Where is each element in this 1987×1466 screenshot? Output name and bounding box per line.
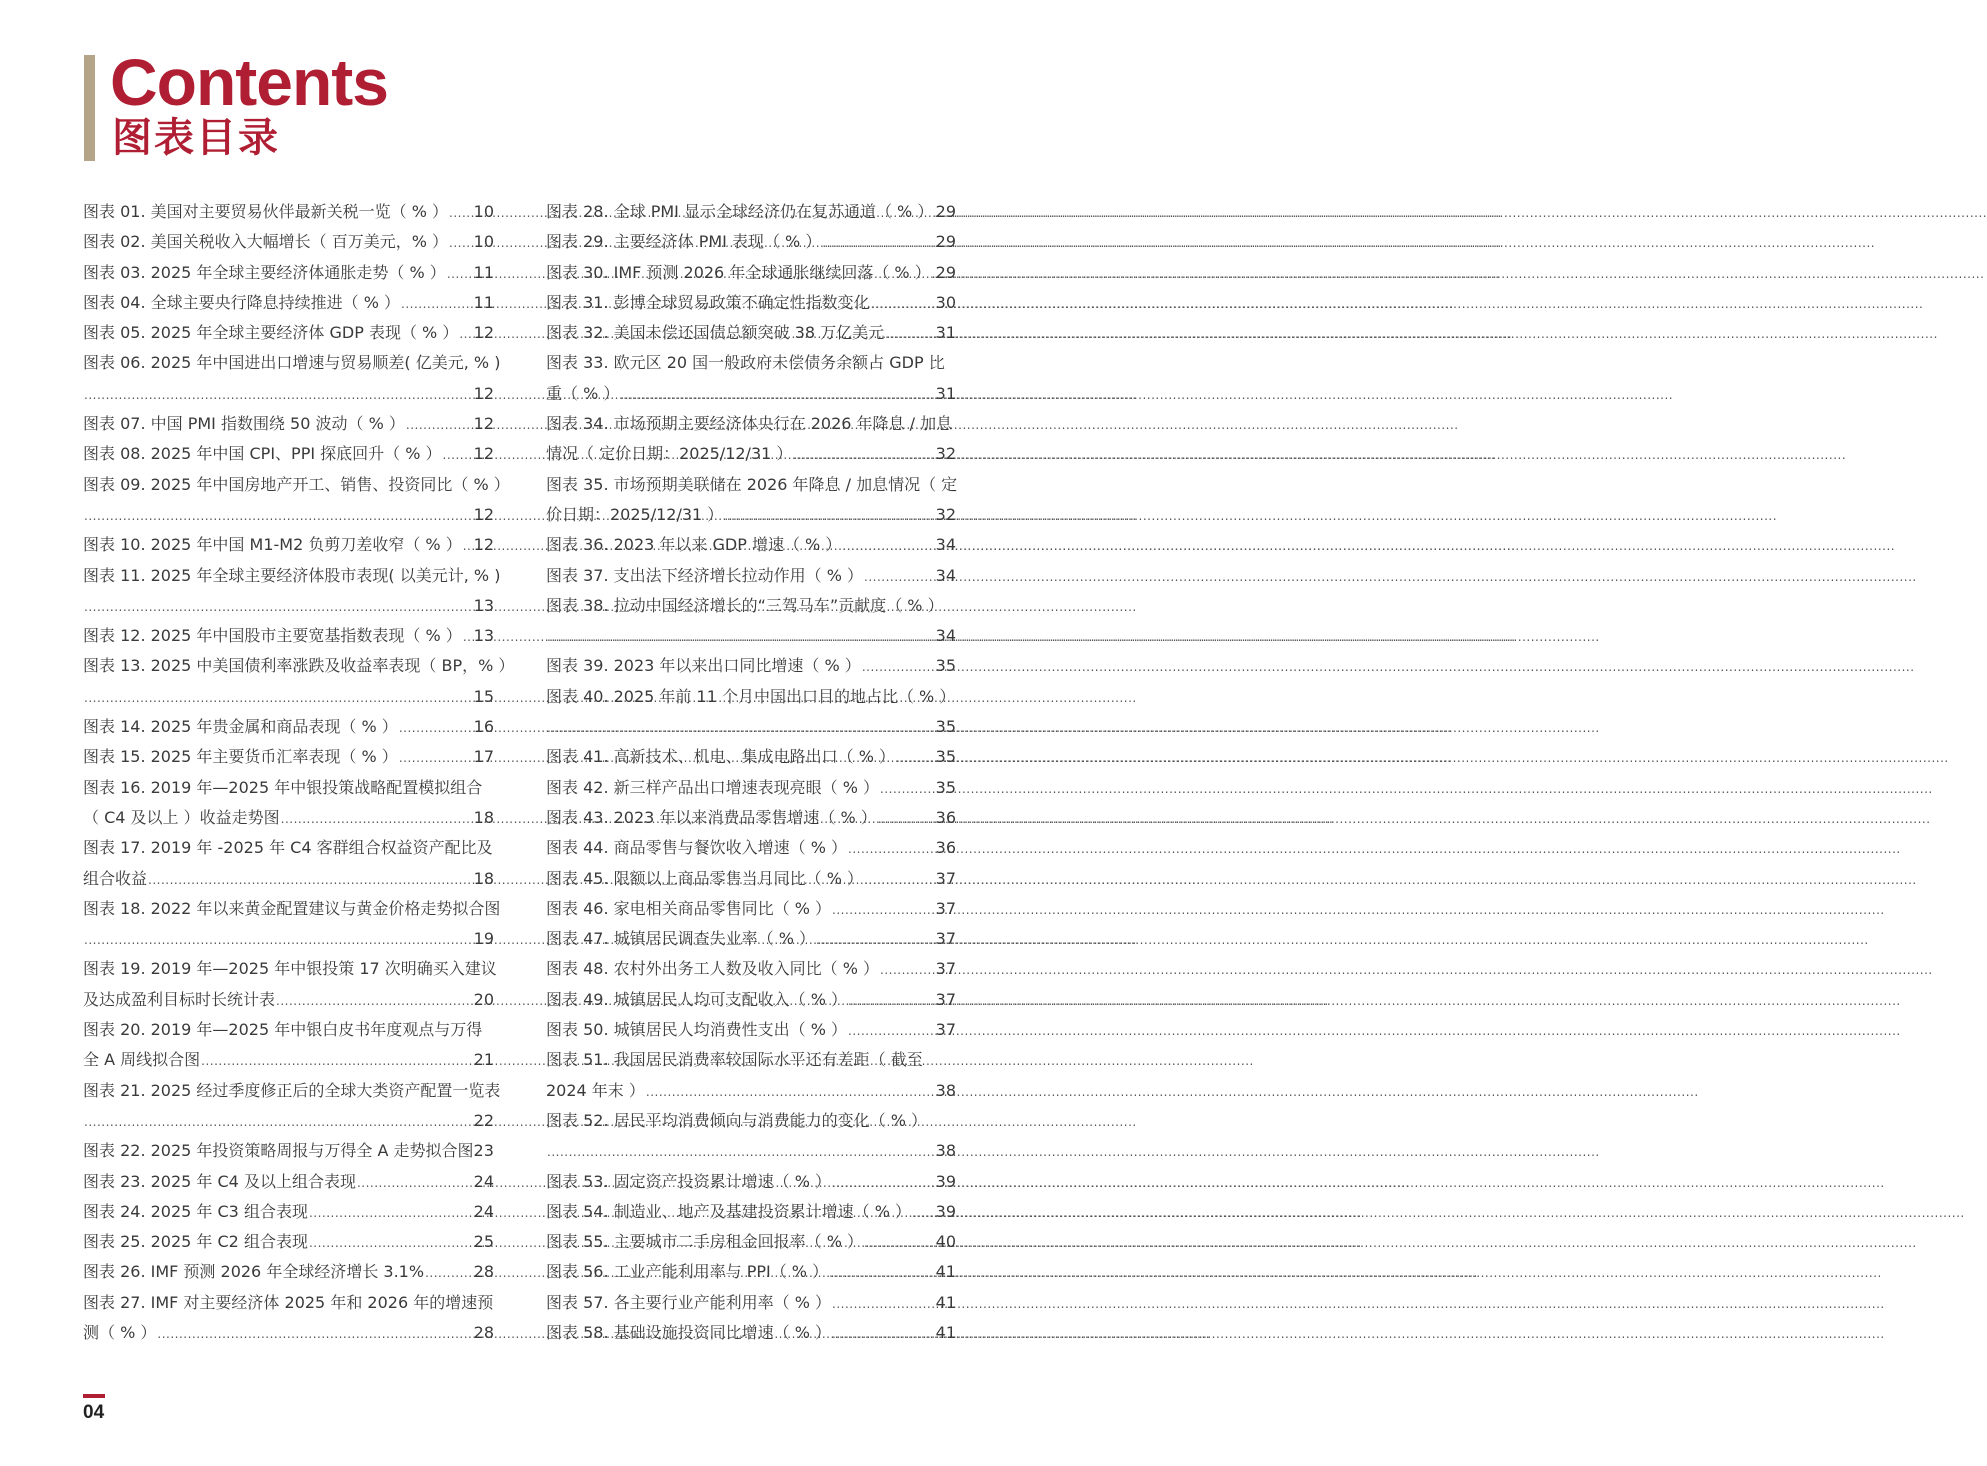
toc-entry-title: 图表 50. 城镇居民人均消费性支出（ % ） (546, 1020, 847, 1040)
toc-entry-title: 图表 39. 2023 年以来出口同比增速（ % ） (546, 656, 861, 676)
toc-entry-page: 35 (935, 717, 956, 737)
toc-entry[interactable] (83, 500, 494, 530)
toc-leader-dots (309, 1198, 473, 1228)
toc-entry[interactable] (546, 500, 956, 530)
toc-entry-title: 图表 56. 工业产能利用率与 PPI（ % ） (546, 1262, 829, 1282)
toc-entry-page: 41 (935, 1262, 956, 1282)
toc-entry-title: 价日期：2025/12/31 ） (546, 504, 724, 524)
toc-entry-page: 31 (935, 323, 956, 343)
toc-entry[interactable] (83, 561, 501, 591)
toc-leader-dots (443, 440, 473, 470)
toc-entry[interactable] (546, 1106, 956, 1136)
toc-leader-dots (309, 1228, 473, 1258)
toc-leader-dots (84, 380, 473, 410)
toc-entry-page: 13 (473, 595, 494, 615)
toc-entry[interactable] (83, 954, 497, 984)
toc-entry-title: 图表 40. 2025 年前 11 个月中国出口目的地占比（ % ） (546, 686, 956, 706)
toc-leader-dots (84, 925, 473, 955)
toc-entry-title: 图表 51. 我国居民消费率较国际水平还有差距（ 截至 (546, 1050, 923, 1070)
toc-entry[interactable] (83, 379, 494, 409)
toc-entry-page: 37 (935, 989, 956, 1009)
toc-entry[interactable] (83, 227, 494, 257)
toc-entry-page: 35 (935, 747, 956, 767)
toc-entry-title: 图表 19. 2019 年—2025 年中银投策 17 次明确买入建议 (83, 959, 497, 979)
footer-accent-bar (83, 1394, 105, 1398)
toc-entry[interactable] (546, 530, 956, 560)
toc-column-left (83, 197, 515, 1348)
toc-entry[interactable] (83, 621, 494, 651)
toc-entry[interactable] (546, 1288, 956, 1318)
toc-entry[interactable] (83, 1045, 494, 1075)
contents-header (84, 45, 504, 162)
toc-entry-title: 图表 43. 2023 年以来消费品零售增速（ % ） (546, 807, 877, 827)
toc-entry[interactable] (546, 379, 956, 409)
toc-entry-title: 图表 20. 2019 年—2025 年中银白皮书年度观点与万得 (83, 1020, 483, 1040)
toc-entry-title: 图表 16. 2019 年—2025 年中银投策战略配置模拟组合 (83, 777, 483, 797)
toc-leader-dots (646, 1077, 935, 1107)
toc-entry[interactable] (83, 1257, 494, 1287)
toc-entry-page: 12 (473, 504, 494, 524)
toc-entry-page: 24 (473, 1171, 494, 1191)
toc-entry-page: 36 (935, 807, 956, 827)
toc-entry-title: 图表 58. 基础设施投资同比增速（ % ） (546, 1322, 831, 1342)
toc-entry[interactable] (83, 864, 494, 894)
toc-entry-page: 36 (935, 838, 956, 858)
toc-entry[interactable] (546, 439, 956, 469)
toc-entry[interactable] (546, 1015, 956, 1045)
toc-entry-title: 图表 42. 新三样产品出口增速表现亮眼（ % ） (546, 777, 879, 797)
toc-leader-dots (822, 228, 934, 258)
toc-entry[interactable] (83, 591, 494, 621)
toc-leader-dots (447, 259, 473, 289)
toc-leader-dots (896, 743, 935, 773)
toc-entry-page: 41 (935, 1292, 956, 1312)
toc-entry-title: 全 A 周线拟合图 (83, 1050, 201, 1070)
toc-leader-dots (399, 713, 473, 743)
toc-leader-dots (832, 1319, 935, 1349)
toc-entry-title: 图表 23. 2025 年 C4 及以上组合表现 (83, 1171, 356, 1191)
toc-entry[interactable] (83, 530, 494, 560)
toc-entry-title: 图表 14. 2025 年贵金属和商品表现（ % ） (83, 717, 398, 737)
toc-leader-dots (401, 289, 473, 319)
toc-entry-title: 图表 26. IMF 预测 2026 年全球经济增长 3.1% (83, 1262, 425, 1282)
toc-leader-dots (547, 713, 935, 743)
toc-entry-title: 图表 13. 2025 中美国债利率涨跌及收益率表现（ BP，% ） (83, 656, 515, 676)
toc-entry-page: 18 (473, 868, 494, 888)
toc-entry-title: 组合收益 (83, 868, 148, 888)
toc-entry[interactable] (546, 1076, 956, 1106)
toc-leader-dots (864, 865, 935, 895)
toc-entry-title: 图表 35. 市场预期美联储在 2026 年降息 / 加息情况（ 定 (546, 474, 958, 494)
toc-entry[interactable] (83, 894, 501, 924)
toc-leader-dots (832, 895, 935, 925)
toc-leader-dots (848, 834, 935, 864)
toc-entry[interactable] (546, 470, 956, 500)
toc-leader-dots (864, 1228, 935, 1258)
toc-leader-dots (84, 1107, 473, 1137)
toc-entry-title: 图表 57. 各主要行业产能利用率（ % ） (546, 1292, 831, 1312)
toc-entry[interactable] (83, 348, 501, 378)
toc-entry-page: 24 (473, 1201, 494, 1221)
toc-leader-dots (848, 986, 935, 1016)
toc-entry-page: 13 (473, 626, 494, 646)
toc-entry-page: 25 (473, 1232, 494, 1252)
toc-entry[interactable] (83, 712, 494, 742)
toc-leader-dots (157, 1319, 472, 1349)
toc-entry-title: 图表 09. 2025 年中国房地产开工、销售、投资同比（ % ） (83, 474, 510, 494)
toc-entry-page: 16 (473, 717, 494, 737)
toc-entry-page: 11 (473, 292, 494, 312)
toc-entry-title: 图表 33. 欧元区 20 国一般政府未偿债务余额占 GDP 比 (546, 353, 945, 373)
toc-entry-page: 29 (935, 202, 956, 221)
toc-entry-page: 35 (935, 656, 956, 676)
toc-entry-page: 32 (935, 504, 956, 524)
toc-leader-dots (463, 622, 473, 652)
toc-entry-page: 12 (473, 414, 494, 434)
toc-entry-title: 情况（ 定价日期：2025/12/31 ） (546, 444, 793, 464)
toc-entry-page: 29 (935, 232, 956, 252)
toc-entry-title: 图表 04. 全球主要央行降息持续推进（ % ） (83, 292, 400, 312)
toc-entry[interactable] (83, 833, 494, 863)
toc-entry-page: 40 (935, 1232, 956, 1252)
toc-entry[interactable] (83, 742, 494, 772)
toc-entry[interactable] (546, 803, 956, 833)
toc-entry-page: 39 (935, 1171, 956, 1191)
toc-leader-dots (871, 289, 935, 319)
toc-leader-dots (406, 410, 473, 440)
toc-entry[interactable] (83, 1136, 494, 1166)
toc-leader-dots (276, 986, 473, 1016)
toc-entry-page: 28 (473, 1262, 494, 1282)
toc-entry-title: 图表 17. 2019 年 -2025 年 C4 客群组合权益资产配比及 (83, 838, 493, 858)
toc-entry[interactable] (546, 1167, 956, 1197)
toc-entry[interactable] (83, 1076, 501, 1106)
toc-entry[interactable] (546, 227, 956, 257)
toc-entry-page: 22 (473, 1110, 494, 1130)
toc-entry-page: 37 (935, 1020, 956, 1040)
toc-entry[interactable] (546, 712, 956, 742)
toc-entry[interactable] (546, 318, 956, 348)
toc-entry-title: 图表 27. IMF 对主要经济体 2025 年和 2026 年的增速预 (83, 1292, 494, 1312)
toc-entry[interactable] (546, 742, 956, 772)
toc-entry-page: 21 (473, 1050, 494, 1070)
toc-entry-page: 37 (935, 898, 956, 918)
toc-entry[interactable] (83, 1197, 494, 1227)
toc-entry-page: 28 (473, 1322, 494, 1342)
toc-entry-title: 图表 52. 居民平均消费倾向与消费能力的变化（ % ） (546, 1110, 927, 1130)
toc-entry-title: 图表 53. 固定资产投资累计增速（ % ） (546, 1171, 831, 1191)
toc-entry-title: 图表 08. 2025 年中国 CPI、PPI 探底回升（ % ） (83, 444, 442, 464)
toc-leader-dots (848, 1016, 935, 1046)
toc-entry-page: 35 (935, 777, 956, 797)
toc-entry[interactable] (83, 470, 510, 500)
toc-entry[interactable] (546, 773, 956, 803)
toc-entry[interactable] (546, 1318, 956, 1348)
toc-entry-page: 29 (935, 262, 956, 282)
toc-entry-title: 及达成盈利目标时长统计表 (83, 989, 276, 1009)
toc-leader-dots (864, 562, 935, 592)
toc-entry-title: 图表 29. 主要经济体 PMI 表现（ % ） (546, 232, 822, 252)
toc-entry[interactable] (546, 894, 956, 924)
toc-entry[interactable] (83, 803, 494, 833)
toc-entry[interactable] (83, 197, 494, 227)
toc-entry-title: 图表 32. 美国未偿还国债总额突破 38 万亿美元 (546, 323, 885, 343)
toc-entry[interactable] (83, 682, 494, 712)
toc-leader-dots (816, 925, 935, 955)
toc-entry-title: 图表 03. 2025 年全球主要经济体通胀走势（ % ） (83, 262, 446, 282)
toc-column-right (546, 197, 956, 1348)
toc-entry-page: 34 (935, 626, 956, 646)
toc-entry[interactable] (83, 318, 494, 348)
toc-entry-title: 图表 31. 彭博全球贸易政策不确定性指数变化 (546, 292, 870, 312)
title-english: Contents (110, 45, 388, 119)
toc-leader-dots (862, 652, 935, 682)
toc-entry[interactable] (83, 439, 494, 469)
toc-leader-dots (880, 774, 935, 804)
toc-entry-page: 12 (473, 535, 494, 555)
toc-entry-title: 图表 18. 2022 年以来黄金配置建议与黄金价格走势拟合图 (83, 898, 501, 918)
toc-entry-page: 19 (473, 929, 494, 949)
toc-entry-page: 18 (473, 807, 494, 827)
toc-entry-page: 39 (935, 1201, 956, 1221)
toc-leader-dots (425, 1258, 473, 1288)
toc-leader-dots (281, 804, 473, 834)
toc-entry-title: 图表 25. 2025 年 C2 组合表现 (83, 1232, 308, 1252)
toc-entry-title: 图表 55. 主要城市二手房租金回报率（ % ） (546, 1232, 863, 1252)
toc-entry[interactable] (546, 1136, 956, 1166)
toc-entry[interactable] (83, 258, 494, 288)
toc-leader-dots (793, 440, 934, 470)
toc-entry[interactable] (546, 1045, 956, 1075)
toc-entry-page: 17 (473, 747, 494, 767)
toc-entry[interactable] (83, 409, 494, 439)
header-accent-bar (84, 55, 95, 161)
toc-entry-title: 图表 07. 中国 PMI 指数围绕 50 波动（ % ） (83, 414, 405, 434)
toc-entry-title: 图表 47. 城镇居民调查失业率（ % ） (546, 929, 815, 949)
toc-entry-page: 37 (935, 929, 956, 949)
toc-leader-dots (201, 1046, 473, 1076)
toc-entry[interactable] (83, 651, 515, 681)
toc-entry-title: 图表 15. 2025 年主要货币汇率表现（ % ） (83, 747, 398, 767)
toc-leader-dots (912, 1198, 935, 1228)
toc-entry-title: 图表 44. 商品零售与餐饮收入增速（ % ） (546, 838, 847, 858)
toc-entry-title: （ C4 及以上 ）收益走势图 (83, 807, 280, 827)
toc-entry-title: 测（ % ） (83, 1322, 157, 1342)
toc-leader-dots (399, 743, 473, 773)
toc-entry-page: 34 (935, 565, 956, 585)
toc-entry-page: 31 (935, 383, 956, 403)
toc-leader-dots (885, 319, 934, 349)
toc-leader-dots (880, 955, 935, 985)
toc-entry-title: 图表 45. 限额以上商品零售当月同比（ % ） (546, 868, 863, 888)
toc-entry-page: 32 (935, 444, 956, 464)
toc-leader-dots (84, 592, 473, 622)
toc-entry[interactable] (83, 773, 494, 803)
toc-entry-title: 图表 05. 2025 年全球主要经济体 GDP 表现（ % ） (83, 323, 459, 343)
toc-leader-dots (357, 1168, 473, 1198)
toc-entry[interactable] (546, 864, 956, 894)
toc-entry-title: 图表 01. 美国对主要贸易伙伴最新关税一览（ % ） (83, 202, 448, 221)
toc-leader-dots (832, 1289, 935, 1319)
toc-entry-title: 图表 22. 2025 年投资策略周报与万得全 A 走势拟合图23 (83, 1141, 494, 1161)
toc-entry-page: 12 (473, 323, 494, 343)
toc-entry[interactable] (83, 1227, 494, 1257)
toc-entry-title: 图表 49. 城镇居民人均可支配收入（ % ） (546, 989, 847, 1009)
toc-entry[interactable] (546, 954, 956, 984)
toc-entry-title: 图表 36. 2023 年以来 GDP 增速（ % ） (546, 535, 842, 555)
toc-entry[interactable] (83, 924, 494, 954)
toc-entry-page: 20 (473, 989, 494, 1009)
toc-entry[interactable] (546, 561, 956, 591)
toc-entry-title: 图表 24. 2025 年 C3 组合表现 (83, 1201, 308, 1221)
toc-entry-page: 10 (473, 202, 494, 221)
toc-entry-title: 图表 46. 家电相关商品零售同比（ % ） (546, 898, 831, 918)
toc-entry-page: 37 (935, 868, 956, 888)
toc-entry-page: 11 (473, 262, 494, 282)
toc-leader-dots (829, 1258, 935, 1288)
toc-leader-dots (878, 804, 935, 834)
toc-entry[interactable] (546, 288, 956, 318)
toc-entry[interactable] (83, 1288, 494, 1318)
toc-entry-title: 图表 06. 2025 年中国进出口增速与贸易顺差( 亿美元, % ) (83, 353, 501, 373)
toc-entry-title: 图表 21. 2025 经过季度修正后的全球大类资产配置一览表 (83, 1080, 501, 1100)
toc-entry-page: 12 (473, 444, 494, 464)
toc-entry[interactable] (546, 409, 956, 439)
toc-entry[interactable] (83, 288, 494, 318)
toc-entry-page: 12 (473, 383, 494, 403)
toc-entry-title: 图表 10. 2025 年中国 M1-M2 负剪刀差收窄（ % ） (83, 535, 462, 555)
toc-entry[interactable] (546, 197, 956, 227)
toc-leader-dots (84, 501, 473, 531)
toc-leader-dots (463, 531, 473, 561)
toc-entry[interactable] (546, 258, 956, 288)
toc-entry-title: 重（ % ） (546, 383, 620, 403)
toc-leader-dots (148, 865, 473, 895)
toc-leader-dots (449, 228, 473, 258)
toc-leader-dots (932, 259, 935, 289)
toc-entry-page: 41 (935, 1322, 956, 1342)
toc-entry[interactable] (83, 1015, 494, 1045)
toc-entry-title: 图表 30. IMF 预测 2026 年全球通胀继续回落（ % ） (546, 262, 931, 282)
toc-entry-title: 图表 54. 制造业、地产及基建投资累计增速（ % ） (546, 1201, 911, 1221)
toc-entry-title: 图表 48. 农村外出务工人数及收入同比（ % ） (546, 959, 879, 979)
toc-entry[interactable] (83, 1167, 494, 1197)
toc-entry-title: 图表 41. 高新技术、机电、集成电路出口（ % ） (546, 747, 895, 767)
toc-leader-dots (832, 1168, 935, 1198)
toc-leader-dots (459, 319, 472, 349)
toc-entry-page: 34 (935, 535, 956, 555)
toc-entry[interactable] (546, 348, 956, 378)
toc-entry[interactable] (546, 651, 956, 681)
toc-entry[interactable] (546, 1197, 956, 1227)
toc-entry-title: 图表 11. 2025 年全球主要经济体股市表现( 以美元计, % ) (83, 565, 501, 585)
toc-entry[interactable] (83, 985, 494, 1015)
toc-entry-page: 38 (935, 1080, 956, 1100)
toc-entry[interactable] (546, 1227, 956, 1257)
toc-entry[interactable] (546, 1257, 956, 1287)
toc-entry-page: 38 (935, 1141, 956, 1161)
toc-leader-dots (620, 380, 934, 410)
toc-entry-title: 图表 38. 拉动中国经济增长的“三驾马车”贡献度（ % ） (546, 595, 944, 615)
toc-entry[interactable] (546, 833, 956, 863)
toc-entry[interactable] (546, 682, 956, 712)
toc-leader-dots (547, 1137, 935, 1167)
toc-entry-title: 图表 37. 支出法下经济增长拉动作用（ % ） (546, 565, 863, 585)
toc-entry[interactable] (546, 985, 956, 1015)
toc-leader-dots (449, 198, 473, 228)
toc-entry-page: 10 (473, 232, 494, 252)
toc-leader-dots (547, 622, 935, 652)
toc-entry-page: 30 (935, 292, 956, 312)
title-chinese: 图表目录 (112, 115, 280, 161)
toc-entry-page: 37 (935, 959, 956, 979)
toc-entry[interactable] (546, 621, 956, 651)
toc-entry[interactable] (546, 591, 956, 621)
toc-entry[interactable] (546, 924, 956, 954)
toc-leader-dots (84, 683, 473, 713)
toc-entry-title: 图表 02. 美国关税收入大幅增长（ 百万美元，% ） (83, 232, 448, 252)
toc-leader-dots (842, 531, 934, 561)
toc-entry-title: 图表 28. 全球 PMI 显示全球经济仍在复苏通道（ % ） (546, 202, 934, 221)
toc-entry[interactable] (83, 1106, 494, 1136)
toc-entry[interactable] (83, 1318, 494, 1348)
toc-entry-title: 2024 年末 ） (546, 1080, 645, 1100)
toc-entry-title: 图表 34. 市场预期主要经济体央行在 2026 年降息 / 加息 (546, 414, 953, 434)
page-number: 04 (83, 1402, 105, 1423)
toc-leader-dots (724, 501, 934, 531)
toc-entry-title: 图表 12. 2025 年中国股市主要宽基指数表现（ % ） (83, 626, 462, 646)
toc-entry-page: 15 (473, 686, 494, 706)
